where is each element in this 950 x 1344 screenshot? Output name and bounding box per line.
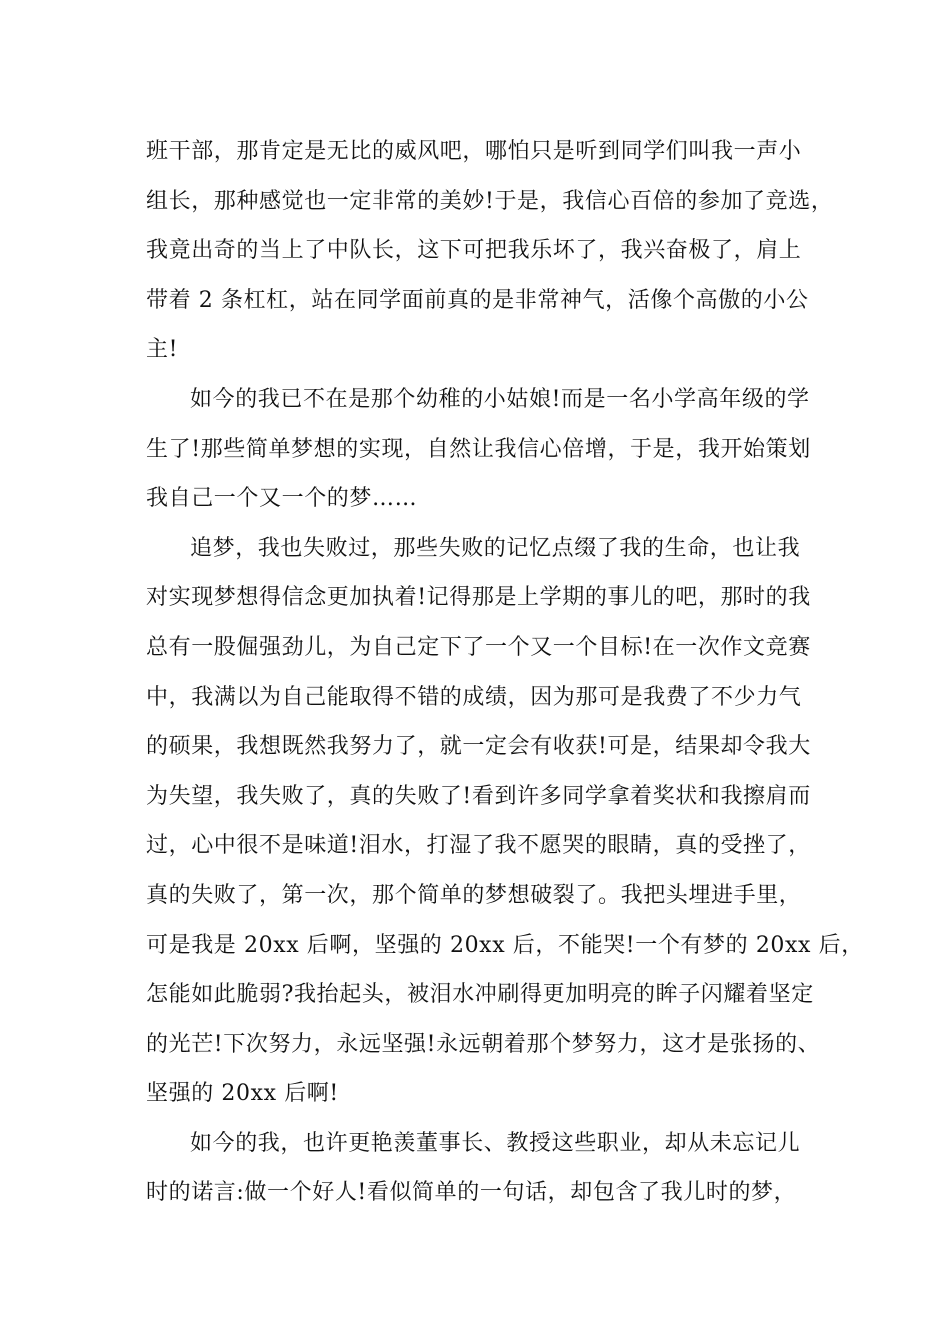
- text-line: 为失望，我失败了，真的失败了!看到许多同学拿着奖状和我擦肩而: [146, 783, 811, 809]
- text-line: 可是我是 20xx 后啊，坚强的 20xx 后，不能哭!一个有梦的 20xx 后，: [146, 932, 864, 958]
- text-line: 生了!那些简单梦想的实现，自然让我信心倍增，于是，我开始策划: [146, 436, 811, 462]
- text-line: 真的失败了，第一次，那个简单的梦想破裂了。我把头埋进手里，: [146, 882, 802, 908]
- text-line: 的硕果，我想既然我努力了，就一定会有收获!可是，结果却令我大: [146, 734, 811, 760]
- paragraph-first-line: 如今的我，也许更艳羡董事长、教授这些职业，却从未忘记儿: [190, 1130, 801, 1156]
- text-line: 中，我满以为自己能取得不错的成绩，因为那可是我费了不少力气: [146, 684, 802, 710]
- essay-body: [146, 127, 864, 1218]
- text-line: 过，心中很不是味道!泪水，打湿了我不愿哭的眼睛，真的受挫了，: [146, 833, 811, 859]
- text-line: 组长，那种感觉也一定非常的美妙!于是，我信心百倍的参加了竞选，: [146, 188, 834, 214]
- text-line: 班干部，那肯定是无比的威风吧，哪怕只是听到同学们叫我一声小: [146, 139, 802, 164]
- text-line: 怎能如此脆弱?我抬起头，被泪水冲刷得更加明亮的眸子闪耀着坚定: [146, 982, 814, 1008]
- paragraph-first-line: 追梦，我也失败过，那些失败的记忆点缀了我的生命，也让我: [190, 535, 801, 561]
- text-line: 我竟出奇的当上了中队长，这下可把我乐坏了，我兴奋极了，肩上: [146, 238, 802, 264]
- paragraph-first-line: 如今的我已不在是那个幼稚的小姑娘!而是一名小学高年级的学: [190, 386, 810, 412]
- text-line: 对实现梦想得信念更加执着!记得那是上学期的事儿的吧，那时的我: [146, 585, 811, 611]
- text-line: 时的诺言:做一个好人!看似简单的一句话，却包含了我儿时的梦，: [146, 1180, 797, 1206]
- text-line: 总有一股倔强劲儿，为自己定下了一个又一个目标!在一次作文竞赛: [146, 634, 811, 660]
- text-line: 主!: [146, 337, 179, 363]
- text-line: 坚强的 20xx 后啊!: [146, 1081, 339, 1107]
- text-line: 我自己一个又一个的梦……: [146, 486, 418, 512]
- text-line: 的光芒!下次努力，永远坚强!永远朝着那个梦努力，这才是张扬的、: [146, 1031, 821, 1057]
- text-line: 带着 2 条杠杠，站在同学面前真的是非常神气，活像个高傲的小公: [146, 287, 809, 313]
